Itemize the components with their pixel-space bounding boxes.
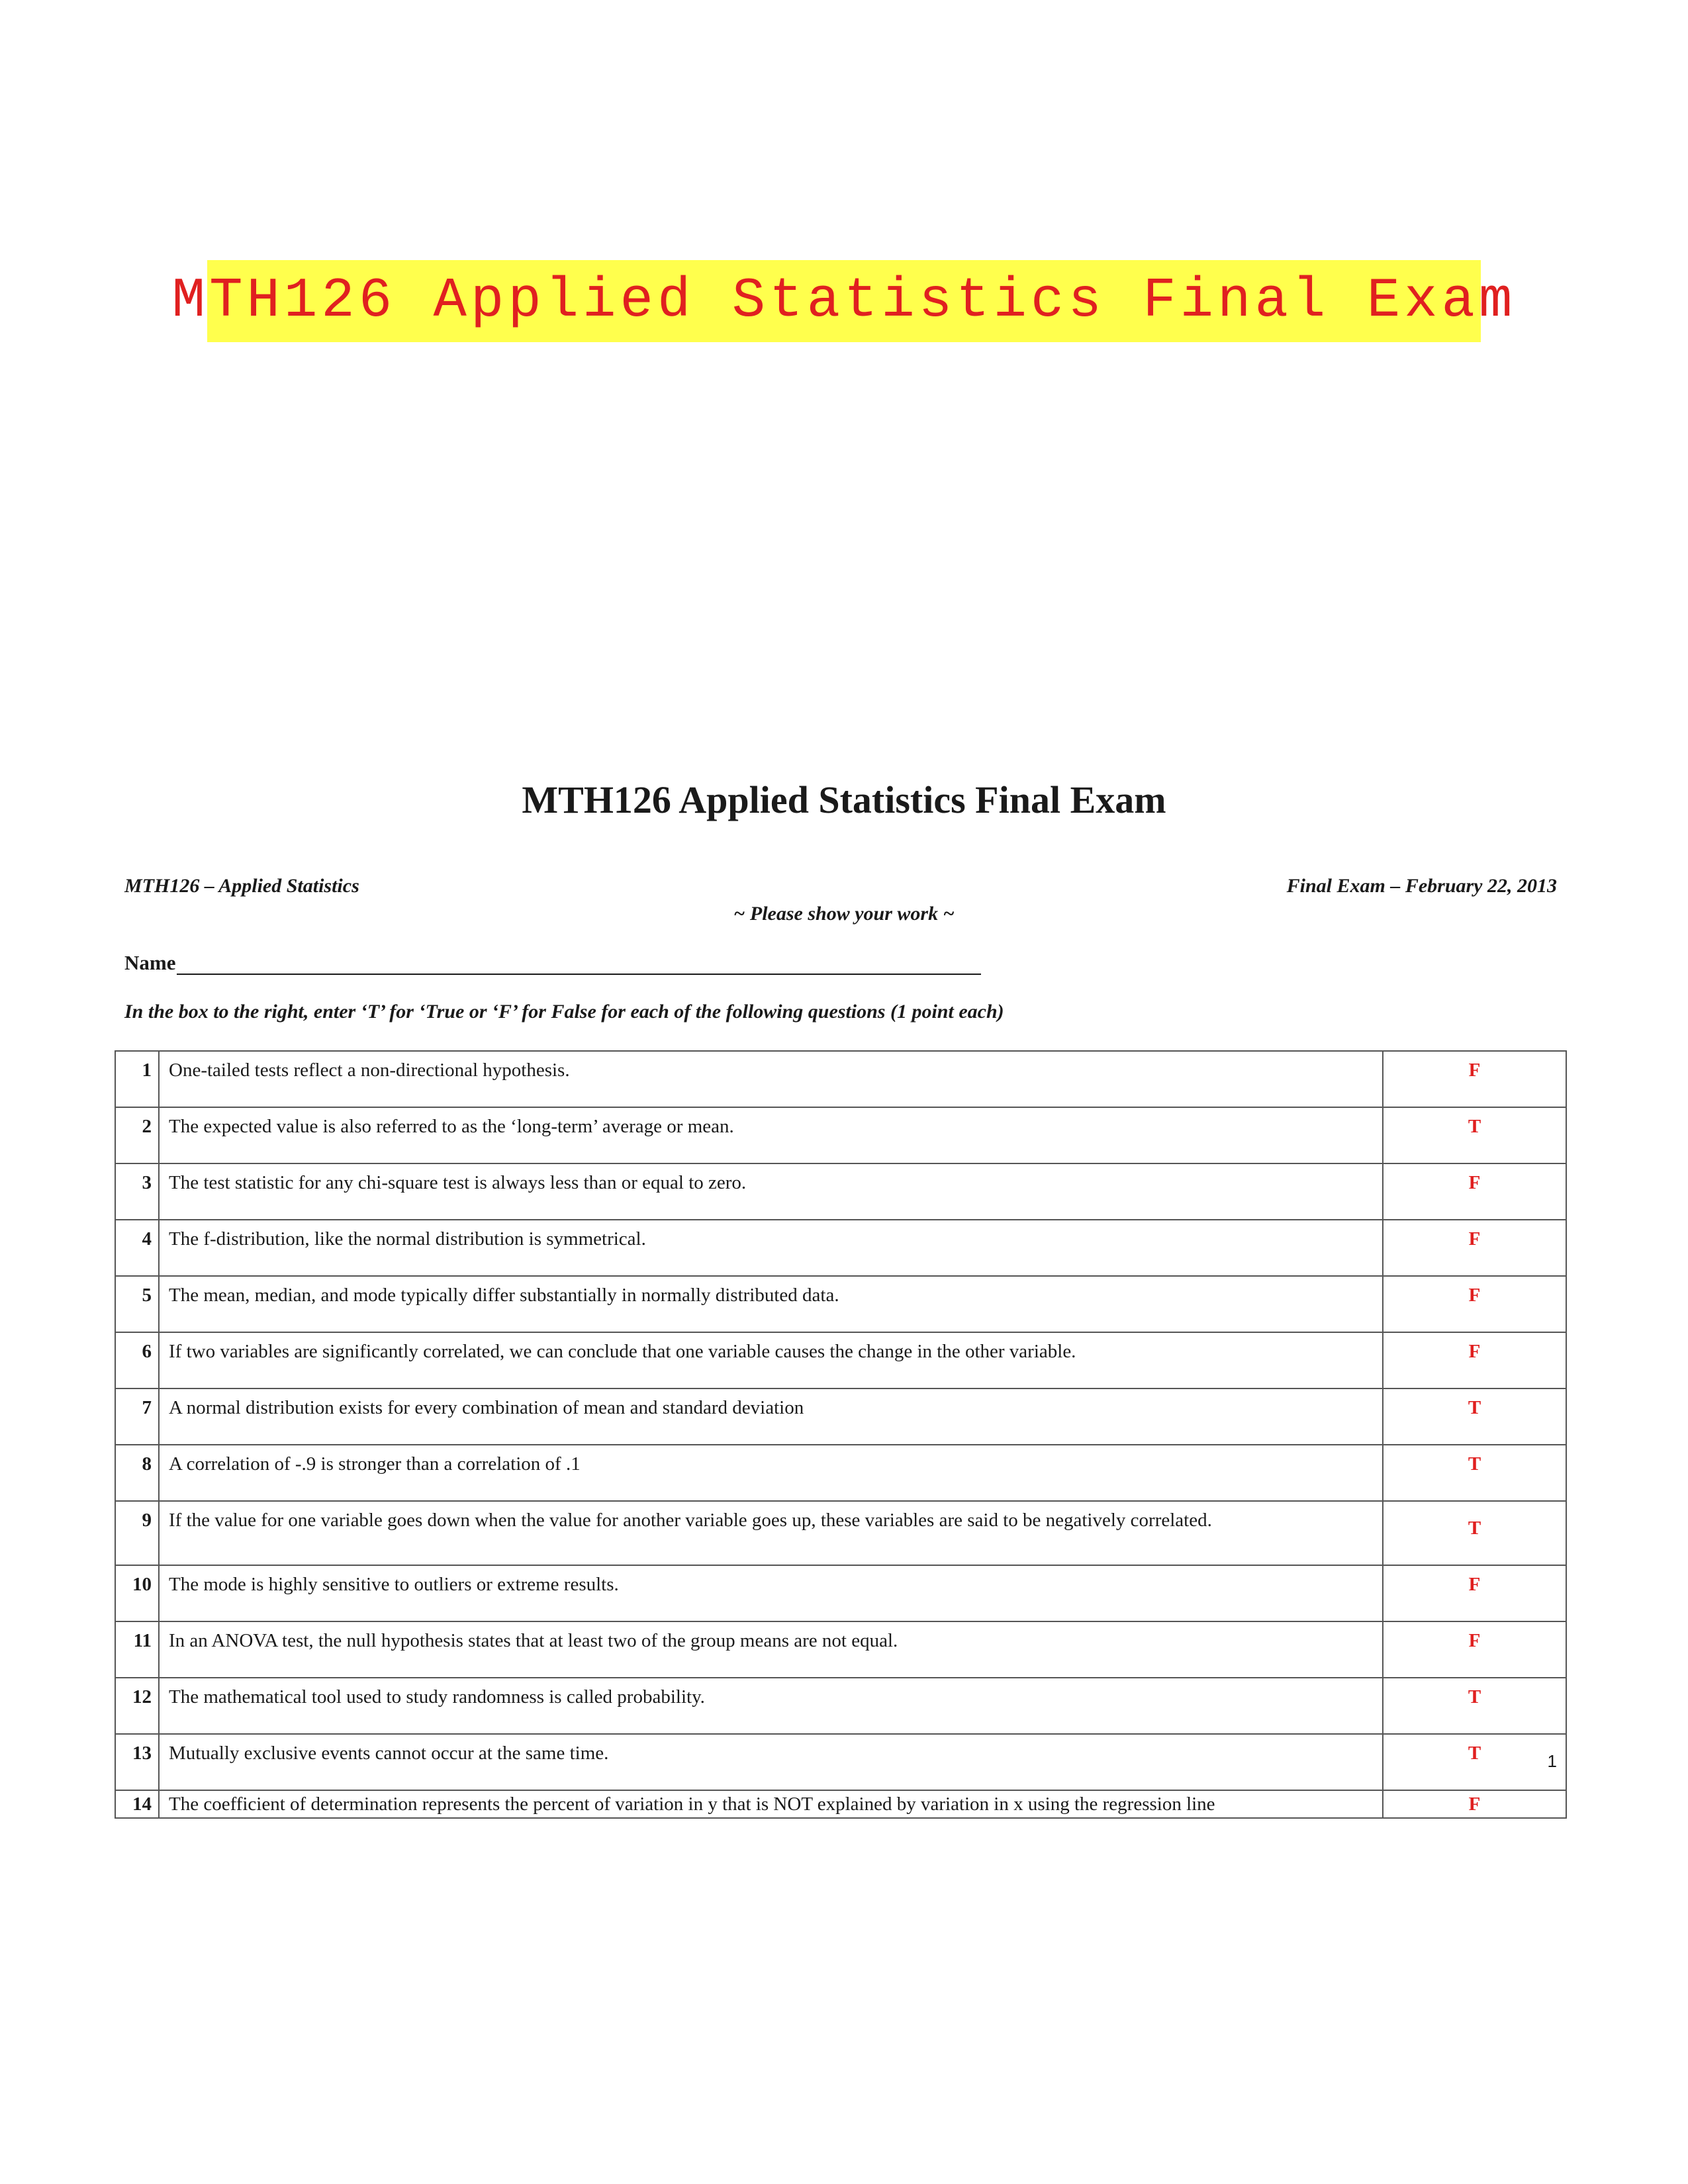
answer-cell: F	[1383, 1790, 1566, 1818]
question-text: The expected value is also referred to as the ‘long-term’ average or mean.	[159, 1107, 1383, 1163]
table-row	[115, 1621, 1566, 1678]
answer-cell: T	[1383, 1445, 1566, 1501]
table-row	[115, 1107, 1566, 1163]
question-number: 4	[115, 1220, 159, 1276]
answer-cell: F	[1383, 1220, 1566, 1276]
table-row	[115, 1388, 1566, 1445]
question-text: If two variables are significantly correlated, we can conclude that one variable causes the change in the other variable.	[159, 1332, 1383, 1388]
table-row	[115, 1565, 1566, 1621]
course-header: MTH126 – Applied Statistics	[124, 875, 359, 897]
answer-cell: T	[1383, 1501, 1566, 1565]
table-row	[115, 1445, 1566, 1501]
question-text: The mode is highly sensitive to outliers or extreme results.	[159, 1565, 1383, 1621]
question-text: Mutually exclusive events cannot occur at the same time.	[159, 1734, 1383, 1790]
banner-title: MTH126 Applied Statistics Final Exam	[171, 269, 1517, 333]
question-number: 14	[115, 1790, 159, 1818]
answer-cell: T	[1383, 1107, 1566, 1163]
question-text: If the value for one variable goes down when the value for another variable goes up, these variables are said to be negatively correlated.	[159, 1501, 1383, 1565]
question-text: The mean, median, and mode typically differ substantially in normally distributed data.	[159, 1276, 1383, 1332]
question-number: 2	[115, 1107, 159, 1163]
question-text: The f-distribution, like the normal distribution is symmetrical.	[159, 1220, 1383, 1276]
exam-date-header: Final Exam – February 22, 2013	[1286, 875, 1557, 897]
table-row	[115, 1734, 1566, 1790]
table-row	[115, 1678, 1566, 1734]
question-number: 8	[115, 1445, 159, 1501]
table-row	[115, 1501, 1566, 1565]
table-row	[115, 1790, 1566, 1818]
table-row	[115, 1332, 1566, 1388]
title-banner	[171, 260, 1517, 342]
answer-cell: F	[1383, 1051, 1566, 1107]
table-row	[115, 1163, 1566, 1220]
question-text: A correlation of -.9 is stronger than a correlation of .1	[159, 1445, 1383, 1501]
show-work-note: ~ Please show your work ~	[733, 903, 955, 925]
question-number: 10	[115, 1565, 159, 1621]
question-number: 1	[115, 1051, 159, 1107]
questions-table	[115, 1050, 1567, 1819]
answer-cell: F	[1383, 1163, 1566, 1220]
question-text: One-tailed tests reflect a non-directional hypothesis.	[159, 1051, 1383, 1107]
name-field	[124, 951, 981, 975]
question-number: 11	[115, 1621, 159, 1678]
question-text: The coefficient of determination represents the percent of variation in y that is NOT explained by variation in x using the regression line	[159, 1790, 1383, 1818]
question-number: 7	[115, 1388, 159, 1445]
question-number: 9	[115, 1501, 159, 1565]
question-text: The test statistic for any chi-square test is always less than or equal to zero.	[159, 1163, 1383, 1220]
answer-cell: T	[1383, 1678, 1566, 1734]
name-underline	[177, 955, 981, 975]
question-text: A normal distribution exists for every combination of mean and standard deviation	[159, 1388, 1383, 1445]
name-label: Name	[124, 951, 176, 974]
question-number: 13	[115, 1734, 159, 1790]
table-row	[115, 1276, 1566, 1332]
question-number: 3	[115, 1163, 159, 1220]
question-text: In an ANOVA test, the null hypothesis states that at least two of the group means are not equal.	[159, 1621, 1383, 1678]
question-number: 5	[115, 1276, 159, 1332]
document-title: MTH126 Applied Statistics Final Exam	[522, 778, 1166, 821]
table-row	[115, 1051, 1566, 1107]
question-text: The mathematical tool used to study randomness is called probability.	[159, 1678, 1383, 1734]
instructions: In the box to the right, enter ‘T’ for ‘True or ‘F’ for False for each of the following questions (1 point each)	[124, 1001, 1004, 1023]
answer-cell: F	[1383, 1332, 1566, 1388]
page-number: 1	[1547, 1751, 1557, 1771]
question-number: 6	[115, 1332, 159, 1388]
table-row	[115, 1220, 1566, 1276]
answer-cell: F	[1383, 1621, 1566, 1678]
answer-cell: F	[1383, 1565, 1566, 1621]
answer-cell: T	[1383, 1388, 1566, 1445]
answer-cell: F	[1383, 1276, 1566, 1332]
question-number: 12	[115, 1678, 159, 1734]
answer-cell: T	[1383, 1734, 1566, 1790]
